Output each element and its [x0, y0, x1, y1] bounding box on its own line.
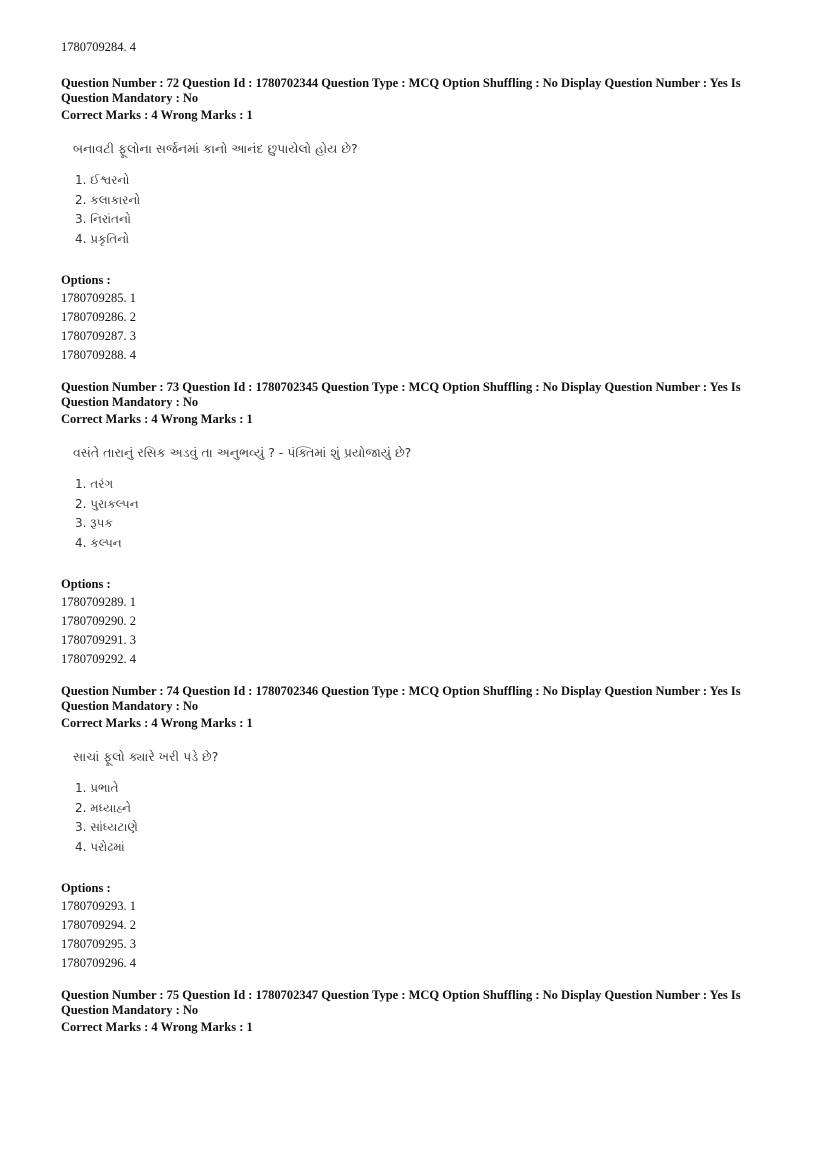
option-id-item: 1780709286. 2	[61, 310, 136, 324]
choice-item: 1. તરંગ	[75, 477, 114, 491]
question-text: સાચાં ફૂલો ક્યારે ખરી પડે છે?	[73, 749, 219, 764]
option-id-item: 1780709288. 4	[61, 348, 136, 362]
choice-item: 3. રૂપક	[75, 516, 113, 530]
option-id-item: 1780709295. 3	[61, 937, 136, 951]
choice-item: 1. ઈશ્વરનો	[75, 173, 130, 187]
choice-item: 2. પુરાકલ્પન	[75, 496, 139, 511]
option-id-list	[61, 289, 761, 365]
question-header-line1: Question Number : 75 Question Id : 1780702347 Question Type : MCQ Option Shuffling : No Display Question Number : Yes Is	[61, 988, 741, 1002]
question-marks: Correct Marks : 4 Wrong Marks : 1	[61, 412, 253, 426]
previous-option-line: 1780709284. 4	[61, 40, 136, 54]
option-id-item: 1780709285. 1	[61, 291, 136, 305]
question-block-75	[61, 988, 761, 1035]
question-block-74	[61, 684, 761, 973]
choice-item: 4. પરોઢમાં	[75, 839, 125, 854]
option-id-item: 1780709294. 2	[61, 918, 136, 932]
question-header-line2: Question Mandatory : No	[61, 395, 199, 409]
question-header-line1: Question Number : 73 Question Id : 1780702345 Question Type : MCQ Option Shuffling : No Display Question Number : Yes Is	[61, 380, 741, 394]
choice-item: 1. પ્રભાતે	[75, 781, 119, 795]
question-header	[61, 684, 761, 731]
question-text: બનાવટી ફૂલોના સર્જનમાં કાનો આનંદ છુપાયેલો હોય છે?	[73, 141, 358, 156]
question-header	[61, 380, 761, 427]
question-header-line1: Question Number : 74 Question Id : 1780702346 Question Type : MCQ Option Shuffling : No Display Question Number : Yes Is	[61, 684, 741, 698]
option-id-item: 1780709296. 4	[61, 956, 136, 970]
choice-list	[75, 779, 761, 857]
question-header-line2: Question Mandatory : No	[61, 91, 199, 105]
question-marks: Correct Marks : 4 Wrong Marks : 1	[61, 108, 253, 122]
question-header-line2: Question Mandatory : No	[61, 1003, 199, 1017]
option-id-item: 1780709291. 3	[61, 633, 136, 647]
option-id-item: 1780709287. 3	[61, 329, 136, 343]
option-id-list	[61, 593, 761, 669]
question-header	[61, 988, 761, 1035]
choice-item: 4. કલ્પન	[75, 535, 122, 550]
option-id-item: 1780709289. 1	[61, 595, 136, 609]
choice-item: 3. સાંધ્યટાણે	[75, 820, 138, 834]
question-text: વસંતે તારાનું રસિક અડવું તા અનુભવ્યું ? - પંક્તિમાં શું પ્રયોજાયું છે?	[73, 445, 412, 460]
choice-item: 3. નિરાંતનો	[75, 212, 131, 226]
choice-list	[75, 171, 761, 249]
question-marks: Correct Marks : 4 Wrong Marks : 1	[61, 716, 253, 730]
option-id-item: 1780709293. 1	[61, 899, 136, 913]
question-block-73	[61, 380, 761, 669]
question-header	[61, 76, 761, 123]
choice-item: 2. કલાકારનો	[75, 192, 141, 207]
question-header-line2: Question Mandatory : No	[61, 699, 199, 713]
question-header-line1: Question Number : 72 Question Id : 1780702344 Question Type : MCQ Option Shuffling : No Display Question Number : Yes Is	[61, 76, 741, 90]
question-marks: Correct Marks : 4 Wrong Marks : 1	[61, 1020, 253, 1034]
question-block-72	[61, 76, 761, 365]
options-label: Options :	[61, 273, 111, 287]
options-label: Options :	[61, 881, 111, 895]
choice-item: 4. પ્રકૃતિનો	[75, 231, 130, 246]
choice-item: 2. મધ્યાહ્ને	[75, 800, 132, 815]
option-id-item: 1780709290. 2	[61, 614, 136, 628]
choice-list	[75, 475, 761, 553]
options-label: Options :	[61, 577, 111, 591]
option-id-item: 1780709292. 4	[61, 652, 136, 666]
option-id-list	[61, 897, 761, 973]
